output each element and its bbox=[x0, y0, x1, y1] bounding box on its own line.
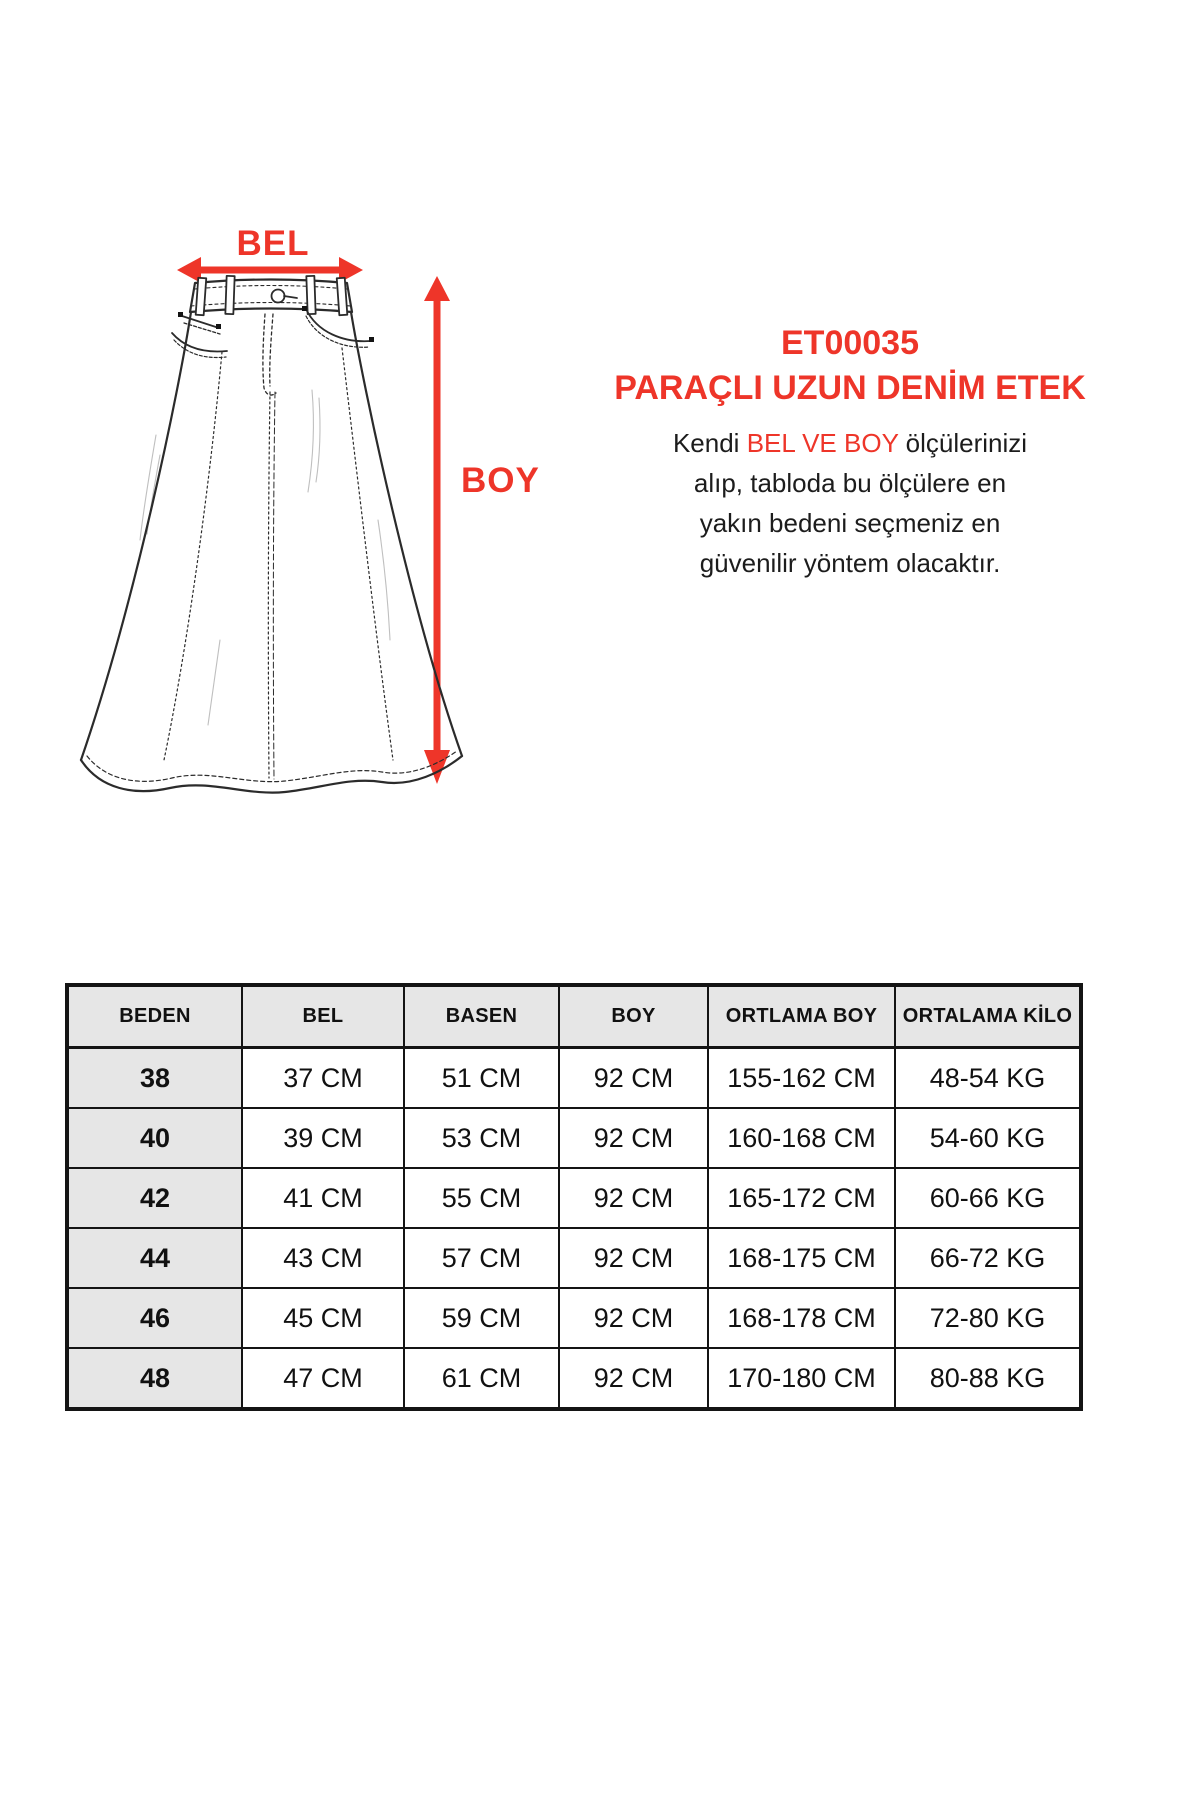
header-ortlama-boy: ORTLAMA BOY bbox=[708, 985, 895, 1048]
header-ortalama-kilo: ORTALAMA KİLO bbox=[895, 985, 1081, 1048]
cell-bel: 45 CM bbox=[242, 1288, 404, 1348]
boy-measure-label: BOY bbox=[461, 461, 540, 500]
cell-basen: 57 CM bbox=[404, 1228, 559, 1288]
product-code: ET00035 bbox=[781, 324, 919, 362]
cell-beden: 44 bbox=[67, 1228, 242, 1288]
header-beden: BEDEN bbox=[67, 985, 242, 1048]
cell-basen: 55 CM bbox=[404, 1168, 559, 1228]
size-table-header-row bbox=[67, 985, 1081, 1048]
cell-basen: 61 CM bbox=[404, 1348, 559, 1409]
size-row-44 bbox=[67, 1228, 1081, 1288]
product-title: PARAÇLI UZUN DENİM ETEK bbox=[614, 369, 1086, 407]
cell-boy: 92 CM bbox=[559, 1108, 708, 1168]
header-boy: BOY bbox=[559, 985, 708, 1048]
cell-bel: 47 CM bbox=[242, 1348, 404, 1409]
cell-beden: 42 bbox=[67, 1168, 242, 1228]
cell-basen: 51 CM bbox=[404, 1048, 559, 1109]
cell-boy: 92 CM bbox=[559, 1168, 708, 1228]
cell-boy: 92 CM bbox=[559, 1228, 708, 1288]
cell-basen: 59 CM bbox=[404, 1288, 559, 1348]
cell-beden: 46 bbox=[67, 1288, 242, 1348]
cell-boy: 92 CM bbox=[559, 1048, 708, 1109]
skirt-sketch bbox=[60, 220, 540, 820]
cell-bel: 43 CM bbox=[242, 1228, 404, 1288]
size-table bbox=[65, 983, 1083, 1411]
description-line-1: Kendi BEL VE BOY ölçülerinizi bbox=[672, 428, 1028, 458]
cell-ortalama-kilo: 66-72 KG bbox=[895, 1228, 1081, 1288]
header-basen: BASEN bbox=[404, 985, 559, 1048]
description-line-2: alıp, tabloda bu ölçülere en bbox=[693, 468, 1007, 498]
size-row-42 bbox=[67, 1168, 1081, 1228]
cell-bel: 37 CM bbox=[242, 1048, 404, 1109]
cell-ortlama-boy: 168-175 CM bbox=[708, 1228, 895, 1288]
cell-ortalama-kilo: 48-54 KG bbox=[895, 1048, 1081, 1109]
cell-beden: 40 bbox=[67, 1108, 242, 1168]
size-row-48 bbox=[67, 1348, 1081, 1409]
cell-basen: 53 CM bbox=[404, 1108, 559, 1168]
cell-ortalama-kilo: 72-80 KG bbox=[895, 1288, 1081, 1348]
size-row-38 bbox=[67, 1048, 1081, 1109]
skirt-outline bbox=[81, 276, 462, 793]
description-line-3: yakın bedeni seçmeniz en bbox=[699, 508, 1001, 538]
cell-beden: 38 bbox=[67, 1048, 242, 1109]
cell-ortlama-boy: 168-178 CM bbox=[708, 1288, 895, 1348]
cell-ortalama-kilo: 60-66 KG bbox=[895, 1168, 1081, 1228]
cell-ortlama-boy: 170-180 CM bbox=[708, 1348, 895, 1409]
description-line-4: güvenilir yöntem olacaktır. bbox=[699, 548, 1001, 578]
product-info-block bbox=[588, 321, 1112, 583]
header-bel: BEL bbox=[242, 985, 404, 1048]
size-row-46 bbox=[67, 1288, 1081, 1348]
bel-measure-label: BEL bbox=[236, 224, 310, 263]
cell-beden: 48 bbox=[67, 1348, 242, 1409]
cell-bel: 41 CM bbox=[242, 1168, 404, 1228]
size-row-40 bbox=[67, 1108, 1081, 1168]
cell-ortlama-boy: 160-168 CM bbox=[708, 1108, 895, 1168]
cell-boy: 92 CM bbox=[559, 1288, 708, 1348]
cell-ortlama-boy: 155-162 CM bbox=[708, 1048, 895, 1109]
cell-boy: 92 CM bbox=[559, 1348, 708, 1409]
cell-bel: 39 CM bbox=[242, 1108, 404, 1168]
product-description bbox=[588, 423, 1112, 583]
cell-ortalama-kilo: 80-88 KG bbox=[895, 1348, 1081, 1409]
bel-ve-boy-highlight: BEL VE BOY bbox=[746, 428, 899, 458]
cell-ortalama-kilo: 54-60 KG bbox=[895, 1108, 1081, 1168]
cell-ortlama-boy: 165-172 CM bbox=[708, 1168, 895, 1228]
